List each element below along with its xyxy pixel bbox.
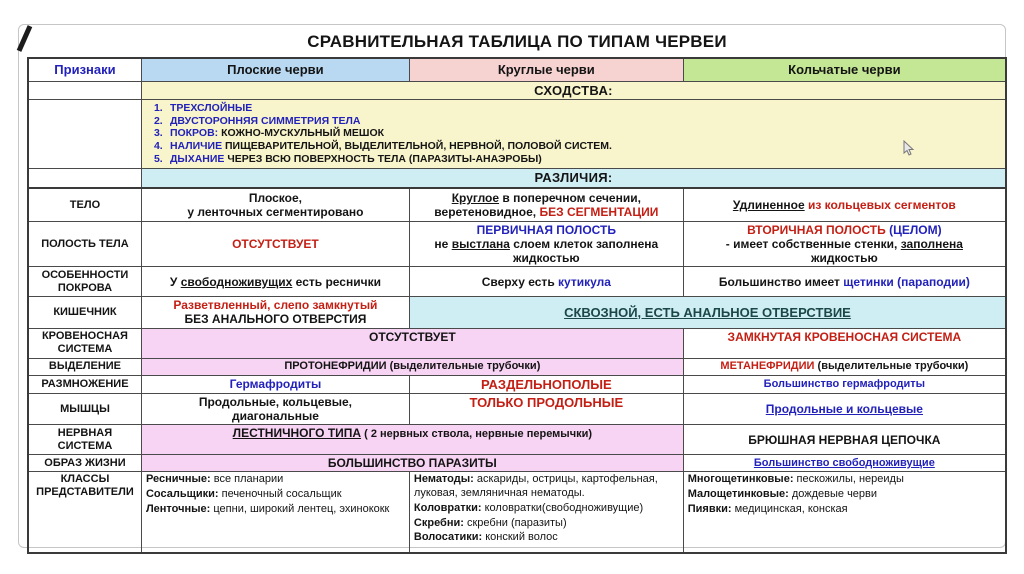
text: БОЛЬШИНСТВО ПАРАЗИТЫ (327, 456, 497, 471)
text: ОТСУТСТВУЕТ (369, 329, 456, 344)
muscles-roundworms-cell (409, 393, 683, 424)
text: НЕРВНАЯ (57, 426, 113, 439)
class-entry (414, 502, 679, 516)
similarity-item (154, 140, 997, 153)
row-label-circulatory (28, 328, 141, 358)
text: ПЕРВИЧНАЯ ПОЛОСТЬ (476, 222, 617, 237)
body-annelids-cell (683, 188, 1006, 221)
text: Большинство имеет (718, 274, 844, 289)
text: жидкостью (512, 251, 580, 266)
class-entry (688, 473, 1001, 487)
class-entry (414, 517, 679, 531)
class-term: Ленточные: (145, 502, 211, 515)
intestine-merged-cell (409, 297, 1006, 328)
class-desc: аскариды, острицы, картофельная, луковая, земляничная нематоды. (413, 473, 658, 500)
similarities-list (146, 101, 1001, 167)
row-label-body: ТЕЛО (28, 188, 141, 221)
similarities-list-row (28, 99, 1006, 168)
classes-flatworms-cell (141, 472, 409, 553)
row-reproduction (28, 375, 1006, 393)
header-annelids-label: Кольчатые черви (788, 62, 901, 78)
class-desc: конский волос (482, 531, 558, 544)
class-desc: коловратки(свободноживущие) (481, 501, 644, 514)
classes-annelids-cell (683, 472, 1006, 553)
similarity-item (154, 102, 997, 115)
row-excretion (28, 358, 1006, 375)
item-number: 4. (153, 140, 163, 153)
text: СКВОЗНОЙ, ЕСТЬ АНАЛЬНОЕ ОТВЕРСТВИЕ (564, 304, 851, 320)
page-title: СРАВНИТЕЛЬНАЯ ТАБЛИЦА ПО ТИПАМ ЧЕРВЕИ (307, 32, 727, 51)
text: У (169, 274, 181, 289)
class-term: Пиявки: (687, 502, 732, 515)
row-integument (28, 267, 1006, 297)
text: из кольцевых сегментов (804, 197, 956, 212)
item-number: 3. (153, 127, 163, 140)
item-rest: ПИЩЕВАРИТЕЛЬНОЙ, ВЫДЕЛИТЕЛЬНОЙ, НЕРВНОЙ, ПОЛОВОЙ СИСТЕМ. (222, 140, 612, 153)
empty-cell (28, 81, 141, 99)
class-term: Коловратки: (413, 501, 482, 514)
class-desc: все планарии (210, 473, 284, 486)
class-desc: скребни (паразиты) (463, 516, 567, 529)
text: БЕЗ СЕГМЕНТАЦИИ (539, 205, 659, 220)
row-muscles (28, 393, 1006, 424)
text: Большинство свободноживущие (753, 456, 935, 469)
text: БЕЗ АНАЛЬНОГО ОТВЕРСТИЯ (184, 312, 367, 327)
similarities-title-row (28, 81, 1006, 99)
header-row (28, 58, 1006, 81)
text: не (434, 236, 452, 251)
text: (ЦЕЛОМ) (885, 222, 942, 237)
text: в поперечном сечении, (499, 190, 641, 205)
row-label-classes (28, 472, 141, 553)
item-lead: ДЫХАНИЕ (169, 153, 225, 166)
intestine-flatworms-cell (141, 297, 409, 328)
nervous-annelids-cell (683, 425, 1006, 455)
class-desc: пескожилы, нереиды (793, 473, 904, 486)
class-entry (688, 503, 1001, 517)
header-features-label: Признаки (54, 62, 116, 78)
text: ТОЛЬКО ПРОДОЛЬНЫЕ (469, 394, 624, 410)
row-label-nervous-system (28, 425, 141, 455)
item-number: 1. (153, 101, 163, 114)
text: МЕТАНЕФРИДИИ (720, 360, 815, 373)
text: РАЗДЕЛЬНОПОЛЫЕ (481, 376, 612, 392)
class-entry (146, 488, 405, 502)
item-rest: ЧЕРЕЗ ВСЮ ПОВЕРХНОСТЬ ТЕЛА (ПАРАЗИТЫ-АНАЭРОБЫ) (224, 153, 542, 166)
text: ЛЕСТНИЧНОГО ТИПА (232, 426, 362, 441)
integument-flatworms-cell (141, 267, 409, 297)
class-term: Скребни: (413, 516, 464, 529)
row-label-intestine: КИШЕЧНИК (28, 297, 141, 328)
class-entry (146, 503, 405, 517)
cavity-flatworms-cell (141, 221, 409, 266)
text: Удлиненное (732, 197, 805, 212)
body-flatworms-cell (141, 188, 409, 221)
similarities-title: СХОДСТВА: (141, 81, 1006, 99)
cavity-roundworms-cell (409, 221, 683, 266)
text: Плоское, (248, 190, 302, 205)
differences-title: РАЗЛИЧИЯ: (141, 168, 1006, 188)
lifestyle-annelids-cell (683, 455, 1006, 472)
text: Круглое (451, 190, 500, 205)
class-entry (146, 473, 405, 487)
text: Разветвленный, слепо замкнутый (173, 298, 378, 313)
class-term: Волосатики: (413, 531, 483, 544)
row-label-muscles: МЫШЦЫ (28, 393, 141, 424)
text: Большинство гермафродиты (763, 377, 926, 390)
row-label-lifestyle: ОБРАЗ ЖИЗНИ (28, 455, 141, 472)
header-roundworms-label: Круглые черви (497, 62, 595, 78)
similarity-item (154, 153, 997, 166)
row-circulatory (28, 328, 1006, 358)
text: кутикула (558, 274, 611, 289)
text: жидкостью (811, 251, 878, 266)
row-label-integument (28, 267, 141, 297)
reproduction-flatworms-cell (141, 375, 409, 393)
circulatory-merged-cell (141, 328, 683, 358)
row-label-body-cavity: ПОЛОСТЬ ТЕЛА (28, 221, 141, 266)
text: БРЮШНАЯ НЕРВНАЯ ЦЕПОЧКА (748, 432, 941, 447)
cavity-annelids-cell (683, 221, 1006, 266)
text: щетинки (параподии) (843, 274, 970, 289)
text: есть реснички (292, 274, 381, 289)
text: ОСОБЕННОСТИ (41, 268, 129, 281)
differences-title-row (28, 168, 1006, 188)
body-roundworms-cell (409, 188, 683, 221)
row-classes (28, 472, 1006, 553)
text: КРОВЕНОСНАЯ (41, 330, 128, 343)
class-desc: печеночный сосальщик (218, 488, 342, 501)
class-entry (414, 473, 679, 501)
item-lead: ТРЕХСЛОЙНЫЕ (169, 101, 253, 114)
class-desc: дождевые черви (788, 488, 878, 501)
header-annelids (683, 58, 1006, 81)
row-intestine (28, 297, 1006, 328)
item-lead: ПОКРОВ: (169, 127, 219, 140)
class-entry (688, 488, 1001, 502)
text: ЗАМКНУТАЯ КРОВЕНОСНАЯ СИСТЕМА (727, 329, 962, 344)
text: (выделительные трубочки) (814, 360, 969, 373)
item-number: 2. (153, 114, 163, 127)
similarity-item (154, 127, 997, 140)
text: Сверху есть (481, 274, 559, 289)
header-roundworms (409, 58, 683, 81)
item-lead: НАЛИЧИЕ (169, 140, 223, 153)
reproduction-annelids-cell (683, 375, 1006, 393)
reproduction-roundworms-cell (409, 375, 683, 393)
text: свободноживущих (180, 274, 293, 289)
header-features (28, 58, 141, 81)
item-lead: ДВУСТОРОННЯЯ СИММЕТРИЯ ТЕЛА (169, 114, 361, 127)
header-flatworms (141, 58, 409, 81)
item-rest: КОЖНО-МУСКУЛЬНЫЙ МЕШОК (218, 127, 385, 140)
text: Продольные, кольцевые, (198, 394, 353, 409)
text: ВТОРИЧНАЯ ПОЛОСТЬ (747, 222, 886, 237)
mouse-cursor-icon (903, 140, 915, 156)
text: СИСТЕМА (57, 439, 113, 452)
text: ОТСУТСТВУЕТ (232, 236, 319, 251)
class-term: Ресничные: (145, 473, 211, 486)
integument-roundworms-cell (409, 267, 683, 297)
text: Продольные и кольцевые (765, 402, 923, 416)
circulatory-annelids-cell (683, 328, 1006, 358)
classes-roundworms-cell (409, 472, 683, 553)
text: веретеновидное, (434, 205, 540, 220)
row-body (28, 188, 1006, 221)
muscles-annelids-cell (683, 393, 1006, 424)
row-nervous-system (28, 425, 1006, 455)
text: ( 2 нервных ствола, нервные перемычки) (361, 428, 593, 441)
class-term: Малощетинковые: (687, 488, 789, 501)
class-desc: цепни, широкий лентец, эхинококк (210, 502, 390, 515)
empty-cell (28, 99, 141, 168)
text: заполнена (900, 236, 963, 251)
class-term: Нематоды: (413, 473, 474, 486)
row-label-reproduction: РАЗМНОЖЕНИЕ (28, 375, 141, 393)
text: СИСТЕМА (57, 343, 113, 356)
text: у ленточных сегментировано (187, 205, 364, 220)
muscles-flatworms-cell (141, 393, 409, 424)
class-term: Сосальщики: (145, 488, 219, 501)
class-entry (414, 531, 679, 545)
similarities-list-cell (141, 99, 1006, 168)
text: Гермафродиты (229, 377, 322, 392)
empty-cell (28, 168, 141, 188)
text: диагональные (231, 409, 319, 424)
row-label-excretion: ВЫДЕЛЕНИЕ (28, 358, 141, 375)
text: КЛАССЫ (60, 473, 110, 486)
row-body-cavity (28, 221, 1006, 266)
header-flatworms-label: Плоские черви (227, 62, 324, 78)
lifestyle-merged-cell (141, 455, 683, 472)
text: - имеет собственные стенки, (725, 236, 901, 251)
text: слоем клеток заполнена (509, 236, 659, 251)
text: ПОКРОВА (57, 281, 113, 294)
excretion-merged-cell: ПРОТОНЕФРИДИИ (выделительные трубочки) (141, 358, 683, 375)
similarity-item (154, 115, 997, 128)
nervous-merged-cell (141, 425, 683, 455)
row-lifestyle (28, 455, 1006, 472)
text: выстлана (451, 236, 510, 251)
item-number: 5. (153, 153, 163, 166)
class-term: Многощетинковые: (687, 473, 794, 486)
class-desc: медицинская, конская (731, 502, 848, 515)
integument-annelids-cell (683, 267, 1006, 297)
comparison-table (27, 57, 1007, 554)
text: ПРЕДСТАВИТЕЛИ (36, 486, 134, 499)
excretion-annelids-cell (683, 358, 1006, 375)
